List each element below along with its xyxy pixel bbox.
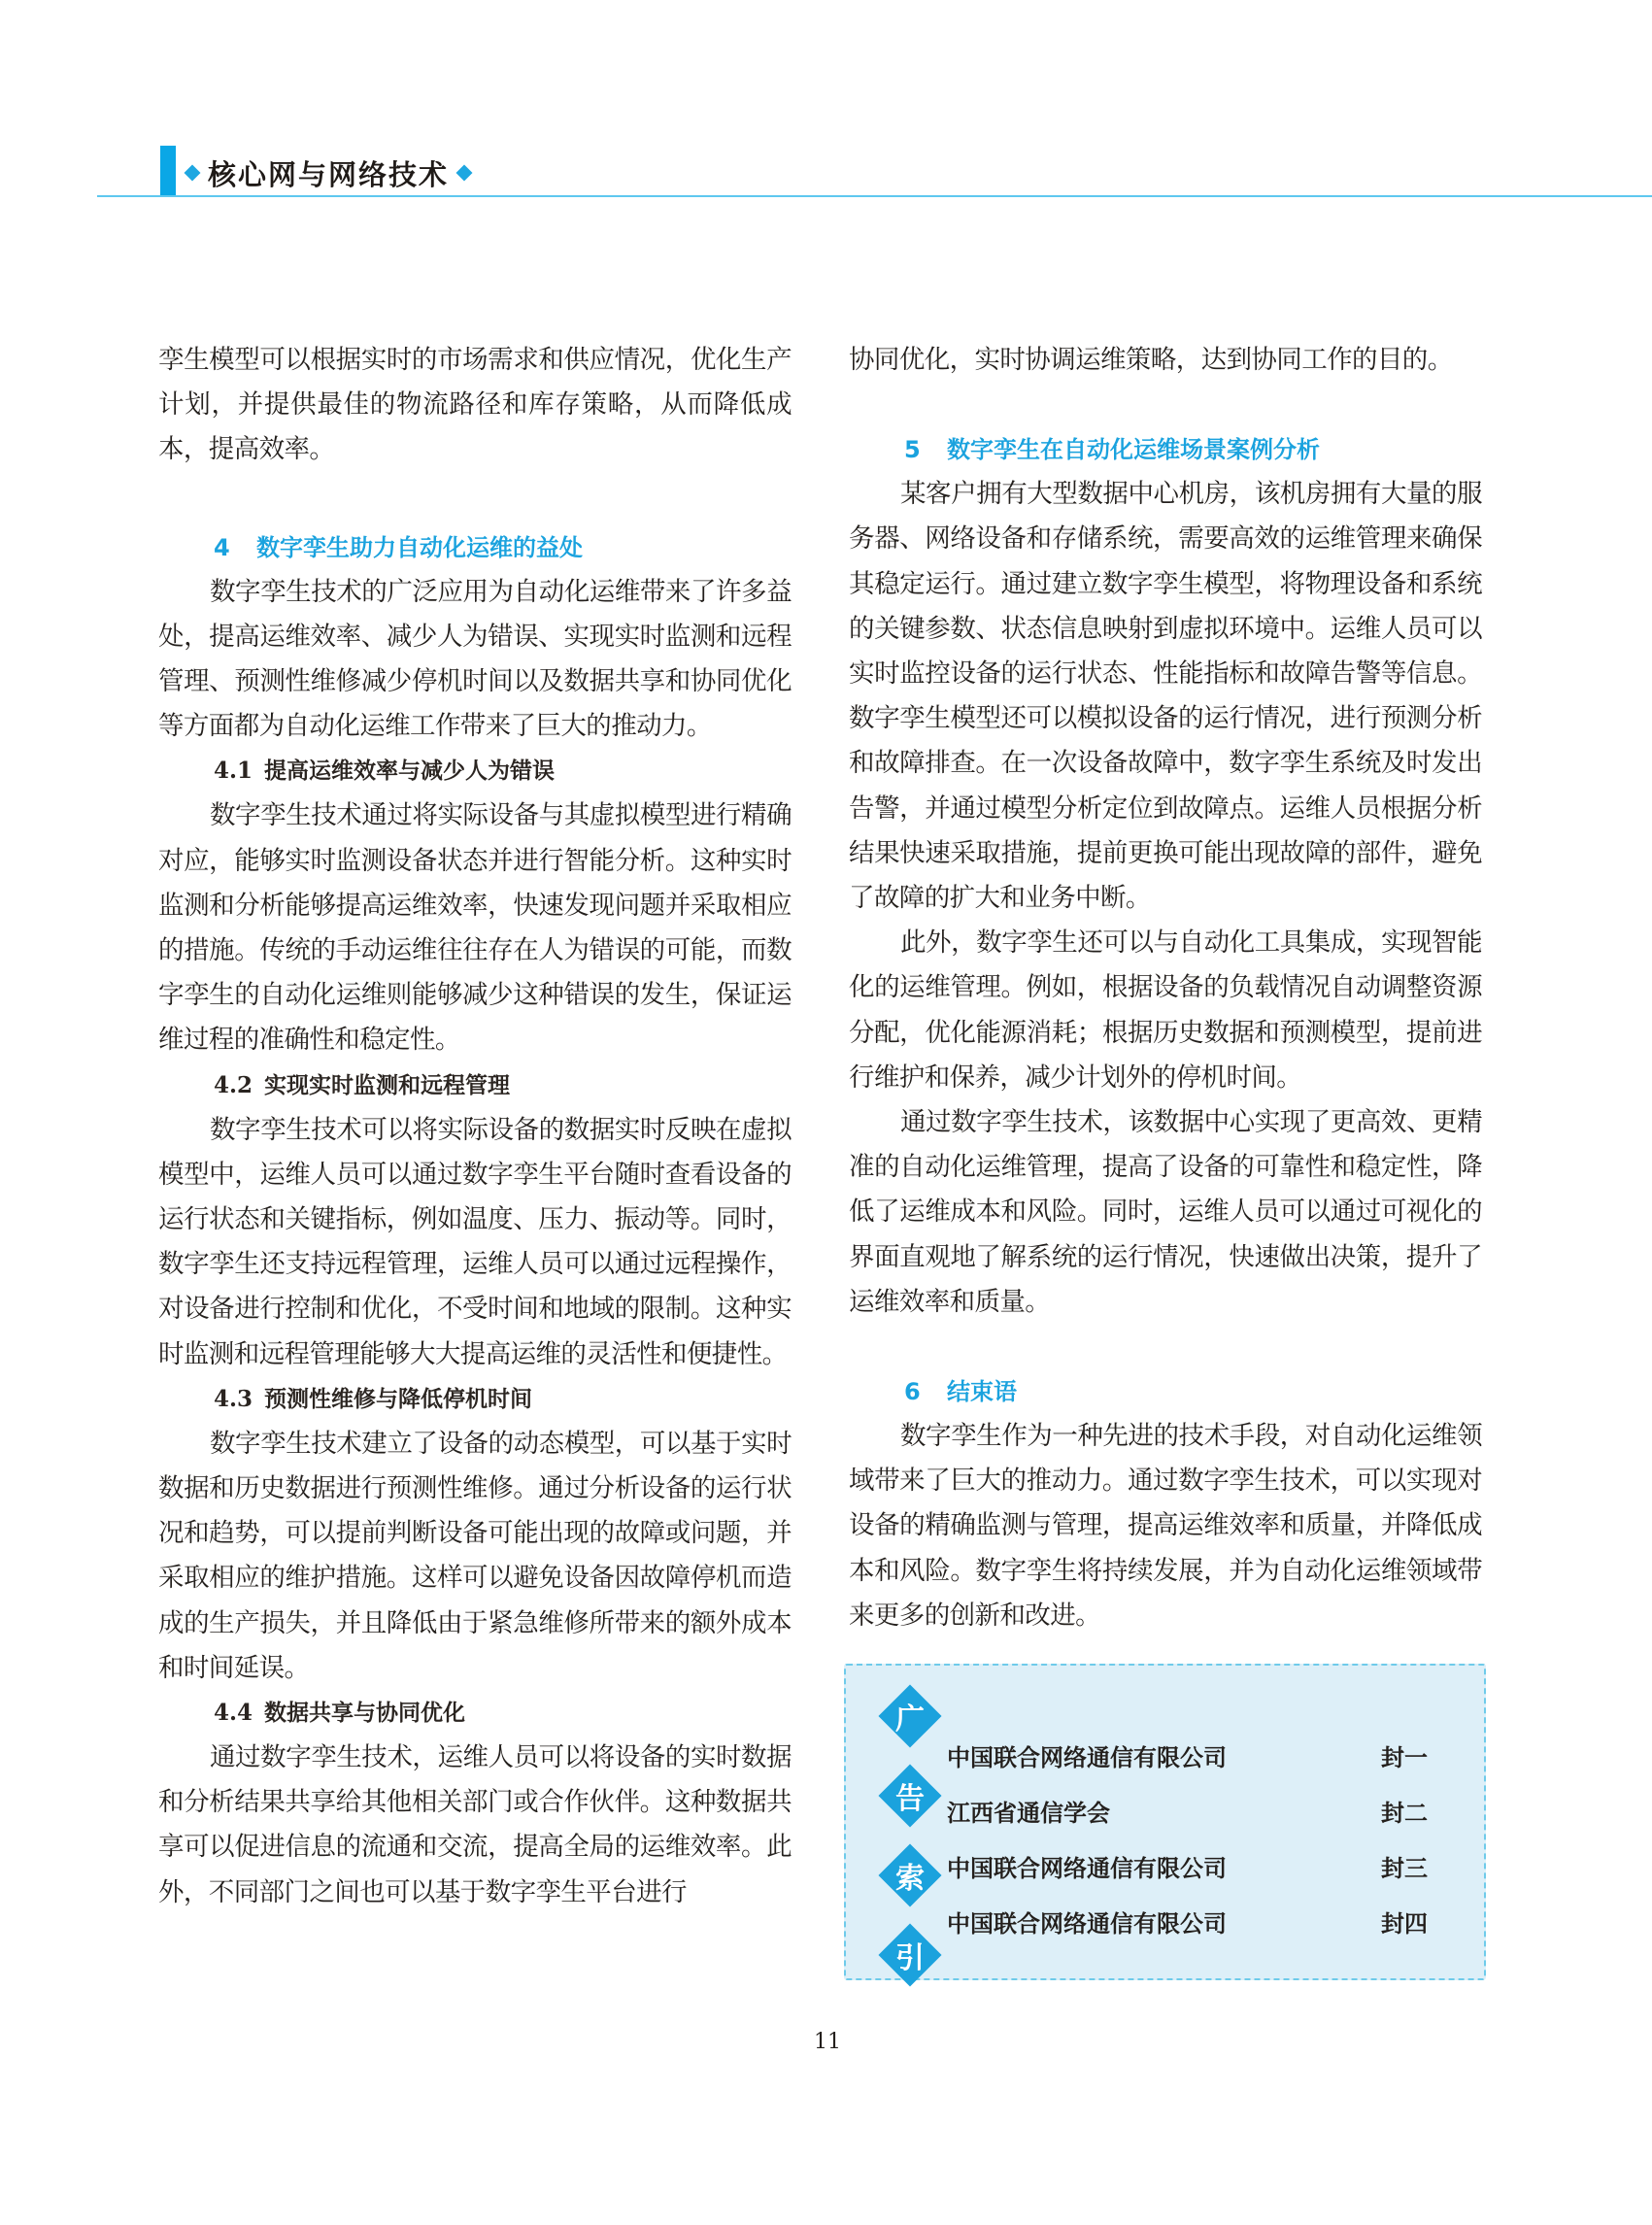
diamond-bullet-icon: [185, 165, 201, 182]
subsection-number: 4.1: [214, 758, 253, 785]
ad-index-entry: [947, 1838, 1428, 1894]
spacer: [849, 383, 1482, 427]
section-number: 6: [904, 1378, 921, 1406]
subsection-number: 4.4: [214, 1700, 253, 1727]
advertiser-index-box: [844, 1664, 1486, 1980]
diamond-label-icon: [878, 1764, 941, 1827]
section-6-heading: [849, 1369, 1482, 1414]
ad-position: 封三: [1381, 1854, 1428, 1882]
ad-index-entry: [947, 1783, 1428, 1838]
subsection-4-4-heading: [158, 1691, 792, 1736]
section-5-paragraph-1: 某客户拥有大型数据中心机房，该机房拥有大量的服务器、网络设备和存储系统，需要高效的运维管理来确保其稳定运行。通过建立数字孪生模型，将物理设备和系统的关键参数、状态信息映射到虚拟环境中。运维人员可以实时监控设备的运行状态、性能指标和故障告警等信息。数字孪生模型还可以模拟设备的运行情况，进行预测分析和故障排查。在一次设备故障中，数字孪生系统及时发出告警，并通过模型分析定位到故障点。运维人员根据分析结果快速采取措施，提前更换可能出现故障的部件，避免了故障的扩大和业务中断。: [849, 479, 1482, 914]
intro-paragraph: 孪生模型可以根据实时的市场需求和供应情况，优化生产计划，并提供最佳的物流路径和库存策略，从而降低成本，提高效率。: [158, 345, 792, 465]
ad-position: 封二: [1381, 1799, 1428, 1827]
ad-position: 封四: [1381, 1909, 1428, 1938]
diamond-bullet-icon: [456, 165, 473, 182]
ad-index-entry: [947, 1728, 1428, 1783]
header-rule: [97, 195, 1652, 197]
section-4-paragraph: 数字孪生技术的广泛应用为自动化运维带来了许多益处，提高运维效率、减少人为错误、实现实时监测和远程管理、预测性维修减少停机时间以及数据共享和协同优化等方面都为自动化运维工作带来了巨大的推动力。: [158, 576, 792, 742]
subsection-number: 4.2: [214, 1071, 253, 1098]
label-char: 广: [895, 1702, 925, 1736]
ad-index-label: [885, 1677, 935, 2012]
continued-paragraph: 协同优化，实时协调运维策略，达到协同工作的目的。: [849, 345, 1453, 375]
diamond-label-icon: [878, 1923, 941, 1986]
ad-index-list: [947, 1728, 1428, 1949]
running-header: [181, 153, 476, 192]
label-char: 引: [895, 1941, 925, 1975]
spacer: [158, 473, 792, 525]
section-title: 数字孪生助力自动化运维的益处: [256, 533, 583, 561]
subsection-number: 4.3: [214, 1385, 253, 1412]
ad-position: 封一: [1381, 1743, 1428, 1771]
header-accent-bar: [160, 146, 176, 196]
subsection-title: 预测性维修与降低停机时间: [264, 1385, 532, 1412]
subsection-4-2-paragraph: 数字孪生技术可以将实际设备的数据实时反映在虚拟模型中，运维人员可以通过数字孪生平台随时查看设备的运行状态和关键指标，例如温度、压力、振动等。同时，数字孪生还支持远程管理，运维人员可以通过远程操作，对设备进行控制和优化，不受时间和地域的限制。这种实时监测和远程管理能够大大提高运维的灵活性和便捷性。: [158, 1114, 792, 1369]
subsection-title: 数据共享与协同优化: [264, 1700, 465, 1727]
advertiser-name: 江西省通信学会: [947, 1799, 1110, 1827]
section-title: 数字孪生在自动化运维场景案例分析: [947, 436, 1320, 464]
section-number: 4: [214, 533, 230, 561]
section-title: 结束语: [947, 1378, 1017, 1406]
section-6-paragraph: 数字孪生作为一种先进的技术手段，对自动化运维领域带来了巨大的推动力。通过数字孪生技术，可以实现对设备的精确监测与管理，提高运维效率和质量，并降低成本和风险。数字孪生将持续发展，并为自动化运维领域带来更多的创新和改进。: [849, 1421, 1482, 1631]
ad-index-entry: [947, 1894, 1428, 1949]
advertiser-name: 中国联合网络通信有限公司: [947, 1909, 1227, 1938]
subsection-4-4-paragraph: 通过数字孪生技术，运维人员可以将设备的实时数据和分析结果共享给其他相关部门或合作伙伴。这种数据共享可以促进信息的流通和交流，提高全局的运维效率。此外，不同部门之间也可以基于数字孪生平台进行: [158, 1742, 792, 1907]
section-number: 5: [904, 436, 921, 464]
section-4-heading: [158, 525, 792, 570]
label-char: 告: [895, 1782, 925, 1816]
advertiser-name: 中国联合网络通信有限公司: [947, 1743, 1227, 1771]
section-title: 核心网与网络技术: [208, 157, 450, 191]
subsection-4-1-paragraph: 数字孪生技术通过将实际设备与其虚拟模型进行精确对应，能够实时监测设备状态并进行智能分析。这种实时监测和分析能够提高运维效率，快速发现问题并采取相应的措施。传统的手动运维往往存在人为错误的可能，而数字孪生的自动化运维则能够减少这种错误的发生，保证运维过程的准确性和稳定性。: [158, 800, 792, 1056]
page-number: 11: [814, 2030, 841, 2054]
diamond-label-icon: [878, 1684, 941, 1747]
subsection-title: 实现实时监测和远程管理: [264, 1071, 510, 1098]
advertiser-name: 中国联合网络通信有限公司: [947, 1854, 1227, 1882]
subsection-4-3-paragraph: 数字孪生技术建立了设备的动态模型，可以基于实时数据和历史数据进行预测性维修。通过分析设备的运行状况和趋势，可以提前判断设备可能出现的故障或问题，并采取相应的维护措施。这样可以避免设备因故障停机而造成的生产损失，并且降低由于紧急维修所带来的额外成本和时间延误。: [158, 1428, 792, 1683]
section-5-heading: [849, 427, 1482, 472]
right-column: [849, 338, 1482, 1638]
section-5-paragraph-3: 通过数字孪生技术，该数据中心实现了更高效、更精准的自动化运维管理，提高了设备的可靠性和稳定性，降低了运维成本和风险。同时，运维人员可以通过可视化的界面直观地了解系统的运行情况，快速做出决策，提升了运维效率和质量。: [849, 1107, 1482, 1317]
diamond-label-icon: [878, 1843, 941, 1906]
section-5-paragraph-2: 此外，数字孪生还可以与自动化工具集成，实现智能化的运维管理。例如，根据设备的负载情况自动调整资源分配，优化能源消耗；根据历史数据和预测模型，提前进行维护和保养，减少计划外的停机时间。: [849, 927, 1482, 1093]
subsection-title: 提高运维效率与减少人为错误: [264, 758, 555, 785]
label-char: 索: [895, 1862, 925, 1896]
subsection-4-2-heading: [158, 1063, 792, 1108]
subsection-4-1-heading: [158, 749, 792, 793]
left-column: [158, 338, 792, 1915]
spacer: [849, 1325, 1482, 1369]
subsection-4-3-heading: [158, 1377, 792, 1422]
